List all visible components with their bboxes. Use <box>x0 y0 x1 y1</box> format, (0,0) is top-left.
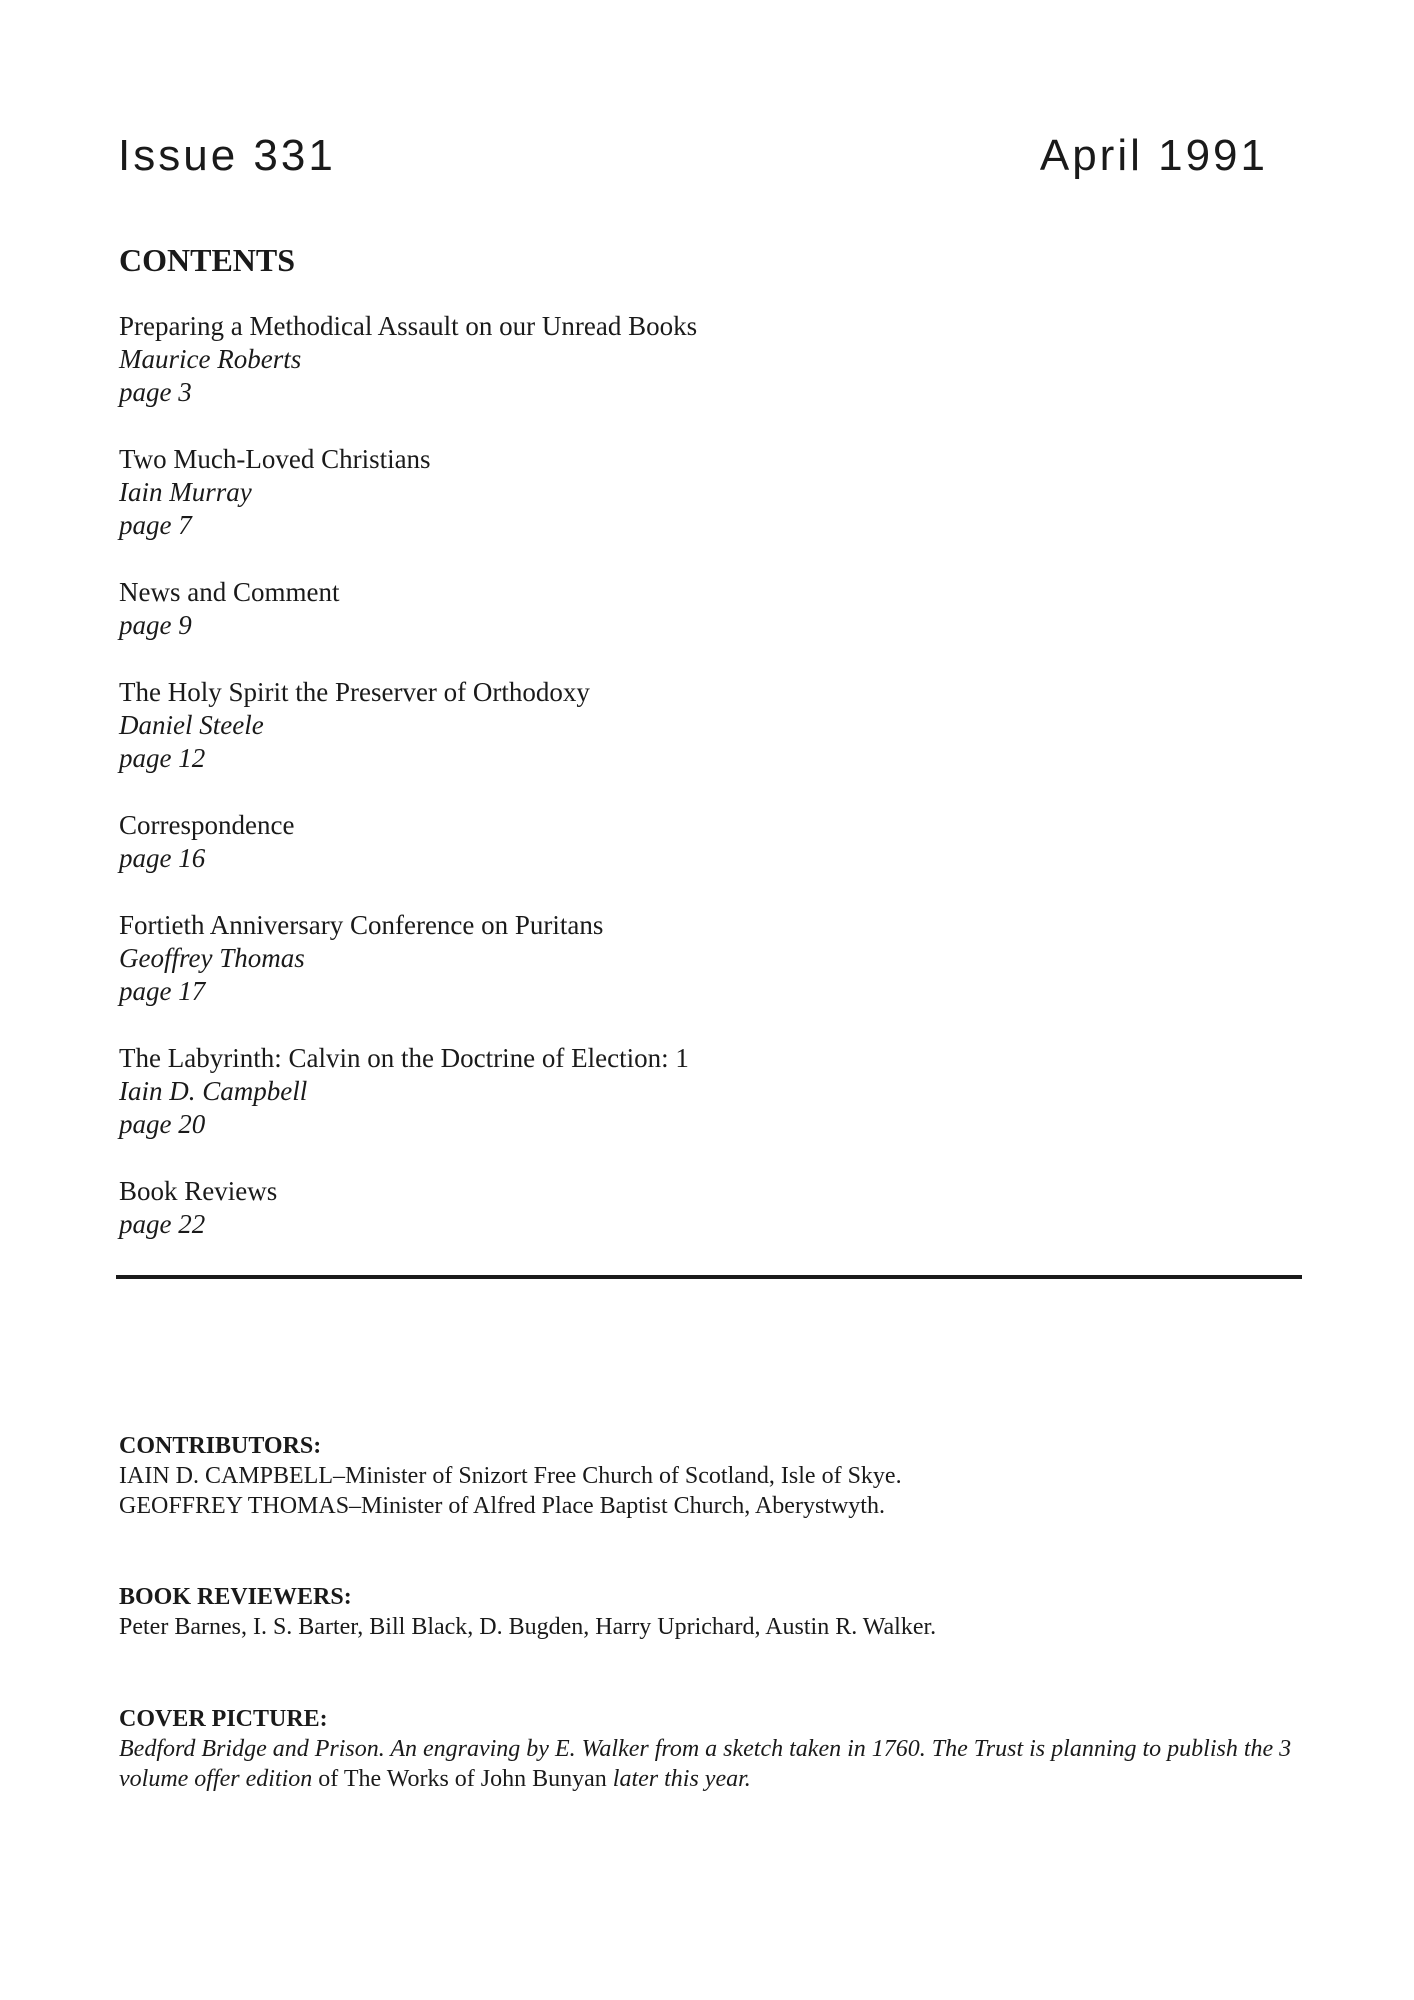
toc-entry-page: page 22 <box>119 1209 206 1239</box>
book-reviewers-label: BOOK REVIEWERS: <box>119 1584 352 1610</box>
contributor-line: GEOFFREY THOMAS–Minister of Alfred Place Baptist Church, Aberystwyth. <box>119 1493 885 1519</box>
toc-entry-page: page 3 <box>119 377 192 407</box>
toc-entry-title: Fortieth Anniversary Conference on Puritans <box>119 910 604 940</box>
toc-entry[interactable] <box>119 1042 1269 1141</box>
cover-picture-label: COVER PICTURE: <box>119 1706 328 1732</box>
toc-entry-page: page 20 <box>119 1109 206 1139</box>
table-of-contents <box>119 310 1269 1275</box>
toc-entry[interactable] <box>119 909 1269 1008</box>
toc-entry-title: Book Reviews <box>119 1176 278 1206</box>
toc-entry-page: page 16 <box>119 843 206 873</box>
contributors-label: CONTRIBUTORS: <box>119 1433 322 1459</box>
toc-entry[interactable] <box>119 576 1269 642</box>
toc-entry-title: Two Much-Loved Christians <box>119 444 431 474</box>
toc-entry[interactable] <box>119 809 1269 875</box>
toc-entry-author: Iain Murray <box>119 477 252 507</box>
caption-text-end: later this year. <box>606 1766 751 1792</box>
book-reviewers-names: Peter Barnes, I. S. Barter, Bill Black, D. Bugden, Harry Uprichard, Austin R. Walker. <box>119 1614 937 1640</box>
toc-entry-author: Geoffrey Thomas <box>119 943 305 973</box>
caption-text: Bedford Bridge and Prison. An engraving by E. Walker from a sketch taken in 1760. The Trust is planning to publish the 3 volume offer edition <box>119 1736 1292 1792</box>
toc-entry-author: Daniel Steele <box>119 710 264 740</box>
toc-entry-page: page 12 <box>119 743 206 773</box>
contributor-line: IAIN D. CAMPBELL–Minister of Snizort Free Church of Scotland, Isle of Skye. <box>119 1463 902 1489</box>
cover-picture-caption <box>119 1734 1299 1794</box>
book-reviewers-section <box>119 1582 1299 1642</box>
toc-entry-title: The Holy Spirit the Preserver of Orthodoxy <box>119 677 590 707</box>
toc-entry-author: Iain D. Campbell <box>119 1076 308 1106</box>
section-divider <box>116 1275 1302 1279</box>
cover-picture-section <box>119 1704 1299 1794</box>
toc-entry-title: Correspondence <box>119 810 295 840</box>
toc-entry-author: Maurice Roberts <box>119 344 302 374</box>
issue-header <box>118 126 1268 186</box>
toc-entry-page: page 7 <box>119 510 192 540</box>
toc-entry[interactable] <box>119 443 1269 542</box>
toc-entry[interactable] <box>119 676 1269 775</box>
toc-entry-title: Preparing a Methodical Assault on our Unread Books <box>119 311 698 341</box>
toc-entry[interactable] <box>119 1175 1269 1241</box>
toc-entry-title: The Labyrinth: Calvin on the Doctrine of Election: 1 <box>119 1043 689 1073</box>
contributors-section <box>119 1431 1299 1521</box>
contents-heading: CONTENTS <box>119 242 296 278</box>
toc-entry-title: News and Comment <box>119 577 340 607</box>
caption-work-title: of The Works of John Bunyan <box>318 1766 607 1792</box>
toc-entry-page: page 17 <box>119 976 206 1006</box>
issue-date: April 1991 <box>1039 131 1268 180</box>
toc-entry-page: page 9 <box>119 610 192 640</box>
toc-entry[interactable] <box>119 310 1269 409</box>
issue-number: Issue 331 <box>118 131 336 180</box>
